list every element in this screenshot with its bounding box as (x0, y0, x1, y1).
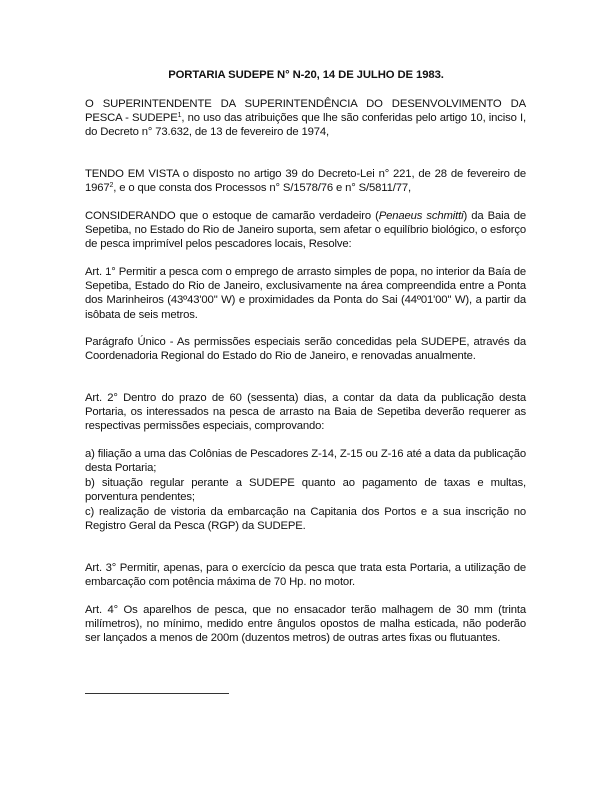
document-title: PORTARIA SUDEPE N° N-20, 14 DE JULHO DE 1983. (168, 69, 444, 81)
article-4: Art. 4° Os aparelhos de pesca, que no ensacador terão malhagem de 30 mm (trinta milímetros), no mínimo, medido entre ângulos opostos de malha esticada, não poderão ser lançados a menos de 200m (duzentos metros) de outras artes fixas ou flutuantes. (85, 604, 526, 645)
text: O SUPERINTENDENTE DA SUPERINTENDÊNCIA DO DESENVOLVIMENTO DA PESCA - SUDEPE (85, 98, 526, 125)
preamble-paragraph-1 (85, 97, 526, 140)
text: CONSIDERANDO que o estoque de camarão verdadeiro ( (85, 210, 379, 222)
paragrafo-unico: Parágrafo Único - As permissões especiais serão concedidas pela SUDEPE, através da Coordenadoria Regional do Estado do Rio de Janeiro, e renovadas anualmente. (85, 336, 526, 363)
footnote-ref-1[interactable]: 1 (177, 112, 182, 120)
footnote-separator (85, 693, 229, 694)
text: ) da Baia de Sepetiba, no Estado do Rio de Janeiro suporta, sem afetar o equilíbrio biológico, o esforço de pesca imprimível pelos pescadores locais, Resolve: (85, 210, 527, 251)
article-2-item-a: a) filiação a uma das Colônias de Pescadores Z-14, Z-15 ou Z-16 até a data da publicação desta Portaria; (85, 448, 526, 475)
text: , no uso das atribuições que lhe são conferidas pelo artigo 10, inciso I, do Decreto n° 73.632, de 13 de fevereiro de 1974, (85, 112, 527, 139)
article-2: Art. 2° Dentro do prazo de 60 (sessenta) dias, a contar da data da publicação desta Portaria, os interessados na pesca de arrasto na Baia de Sepetiba deverão requerer as respectivas permissões especiais, comprovando: (85, 392, 526, 433)
text: TENDO EM VISTA o disposto no artigo 39 do Decreto-Lei n° 221, de 28 de fevereiro de 1967 (85, 168, 526, 195)
preamble-paragraph-3 (85, 209, 526, 252)
preamble-paragraph-2 (85, 167, 526, 195)
species-name: Penaeus schmitti (378, 210, 464, 222)
article-3: Art. 3° Permitir, apenas, para o exercício da pesca que trata esta Portaria, a utilização de embarcação com potência máxima de 70 Hp. no motor. (85, 562, 526, 589)
article-2-item-c: c) realização de vistoria da embarcação na Capitania dos Portos e a sua inscrição no Registro Geral da Pesca (RGP) da SUDEPE. (85, 506, 526, 533)
article-2-item-b: b) situação regular perante a SUDEPE quanto ao pagamento de taxas e multas, porventura pendentes; (85, 477, 526, 504)
text: , e o que consta dos Processos n° S/1578/76 e n° S/5811/77, (113, 182, 411, 195)
footnote-ref-2[interactable]: 2 (109, 182, 114, 190)
article-1: Art. 1° Permitir a pesca com o emprego de arrasto simples de popa, no interior da Baía de Sepetiba, Estado do Rio de Janeiro, exclusivamente na área compreendida entre a Ponta dos Marinheiros (43º43'00" W) e proximidades da Ponta do Sai (44º01'00" W), a partir da isôbata de seis metros. (85, 266, 526, 321)
